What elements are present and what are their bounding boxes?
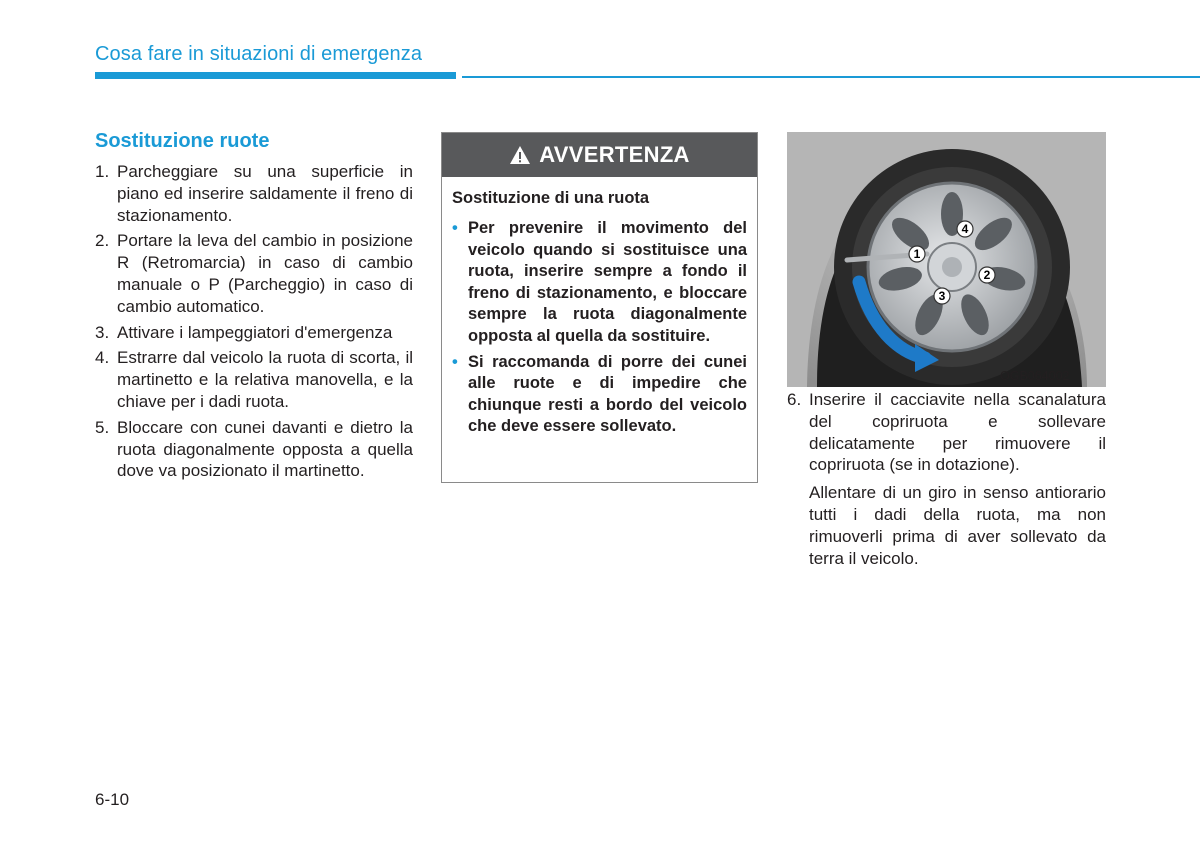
step-text: Bloccare con cunei davanti e dietro la ruota diagonalmente opposta a quella dove va posizionato il martinetto.: [117, 417, 413, 481]
step-text: Estrarre dal veicolo la ruota di scorta, il martinetto e la relativa manovella, e la chiave per i dadi ruota.: [117, 348, 413, 411]
list-item: [452, 352, 747, 438]
wheel-illustration: [787, 132, 1106, 387]
warning-bullets: [452, 218, 747, 438]
header-rule-thick: [95, 72, 456, 79]
figure-code: OGB064002: [1000, 369, 1070, 383]
step-6: [787, 389, 1106, 569]
warning-triangle-icon: [509, 145, 531, 165]
callout-label: 2: [983, 268, 991, 282]
list-item: [95, 230, 413, 317]
list-item: [95, 417, 413, 482]
warning-subtitle: Sostituzione di una ruota: [452, 189, 650, 207]
bullet-icon: •: [452, 219, 458, 237]
list-item: [95, 322, 413, 344]
step-number: 1.: [95, 162, 110, 181]
step-number: 5.: [95, 417, 110, 437]
callout-label: 1: [913, 247, 921, 261]
warning-box: [441, 132, 758, 483]
list-item: [452, 218, 747, 348]
step-text: Inserire il cacciavite nella scanalatura del copriruota e sollevare delicatamente per rimuovere il copriruota (se in dotazione).: [809, 390, 1106, 475]
wheel-illustration-graphic: [787, 132, 1106, 387]
page-header-title: Cosa fare in situazioni di emergenza: [95, 43, 423, 65]
step-text: Parcheggiare su una superficie in piano ed inserire saldamente il freno di stazionamento.: [117, 162, 413, 225]
step-number: 3.: [95, 322, 110, 342]
step-6-paragraph: Allentare di un giro in senso antiorario tutti i dadi della ruota, ma non rimuoverli prima di aver sollevato da terra il veicolo.: [809, 483, 1106, 568]
step-number: 2.: [95, 231, 110, 251]
bullet-icon: •: [452, 352, 458, 371]
callout-label: 4: [961, 222, 969, 236]
step-number: 6.: [787, 390, 802, 409]
step-number: 4.: [95, 348, 110, 368]
warning-bullet-text: Per prevenire il movimento del veicolo quando si sostituisce una ruota, inserire sempre a fondo il freno di stazionamento, e bloccare sempre la ruota diagonalmente opposta al quella da sostituire.: [468, 219, 747, 345]
warning-bullet-text: Si raccomanda di porre dei cunei alle ruote e di impedire che chiunque resti a bordo del veicolo che deve essere sollevato.: [468, 352, 747, 436]
list-item: [95, 347, 413, 412]
list-item: [95, 161, 413, 226]
section-title: Sostituzione ruote: [95, 130, 270, 152]
list-item: [787, 389, 1106, 476]
page-number: 6-10: [95, 790, 130, 809]
header-rule-thin: [462, 76, 1200, 78]
callout-label: 3: [938, 289, 946, 303]
step-text: Portare la leva del cambio in posizione R (Retromarcia) in caso di cambio manuale o P (Parcheggio) in caso di cambio automatico.: [117, 231, 413, 316]
steps-list: [95, 161, 413, 486]
warning-header: [442, 133, 757, 177]
warning-heading: AVVERTENZA: [539, 142, 690, 167]
step-text: Attivare i lampeggiatori d'emergenza: [117, 322, 393, 342]
